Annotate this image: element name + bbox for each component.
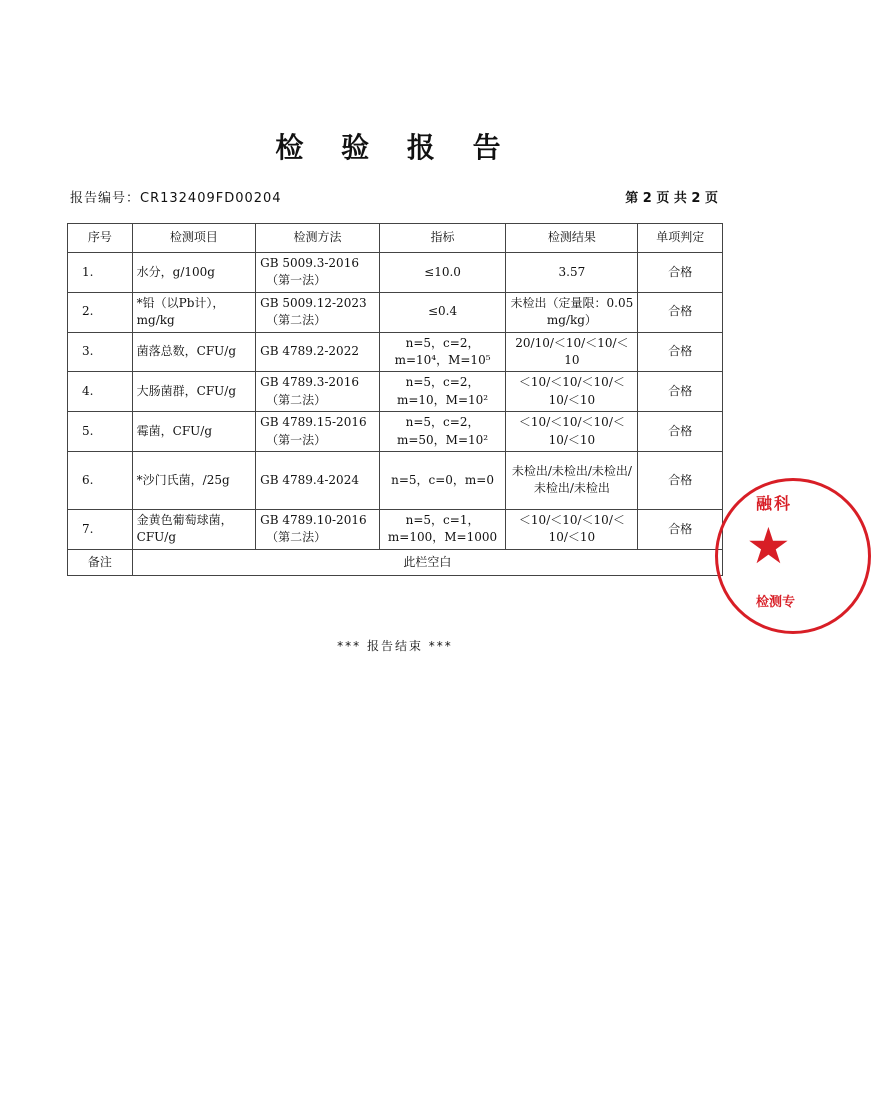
header-method: 检测方法: [256, 224, 380, 253]
table-row: [68, 372, 723, 412]
table-row: [68, 509, 723, 549]
method-code: GB 4789.3-2016: [260, 375, 359, 390]
row-item: 大肠菌群，CFU/g: [132, 372, 256, 412]
method-note: （第二法）: [266, 530, 327, 545]
row-no: 6.: [68, 451, 133, 509]
table-header-row: [68, 224, 723, 253]
report-end: *** 报告结束 ***: [337, 639, 453, 653]
row-result: ＜10/＜10/＜10/＜10/＜10: [506, 372, 638, 412]
table-row: [68, 451, 723, 509]
row-judgement: 合格: [638, 509, 723, 549]
row-index: n=5，c=2，m=50，M=10²: [379, 412, 506, 452]
row-result: ＜10/＜10/＜10/＜10/＜10: [506, 412, 638, 452]
report-title: 检 验 报 告: [275, 131, 515, 164]
row-no: 3.: [68, 332, 133, 372]
table-row: [68, 332, 723, 372]
star-icon: ★: [746, 517, 791, 575]
remark-label: 备注: [68, 549, 133, 575]
row-index: n=5，c=1，m=100，M=1000: [379, 509, 506, 549]
header-no: 序号: [68, 224, 133, 253]
row-result: ＜10/＜10/＜10/＜10/＜10: [506, 509, 638, 549]
row-item: 水分，g/100g: [132, 253, 256, 293]
row-no: 2.: [68, 292, 133, 332]
row-judgement: 合格: [638, 332, 723, 372]
row-result: 3.57: [506, 253, 638, 293]
row-result: 未检出/未检出/未检出/未检出/未检出: [506, 451, 638, 509]
row-index: n=5，c=0，m=0: [379, 451, 506, 509]
table-row: [68, 292, 723, 332]
red-seal-stamp: [715, 478, 871, 634]
row-method: [256, 292, 380, 332]
method-code: GB 4789.2-2022: [260, 344, 359, 359]
header-index: 指标: [379, 224, 506, 253]
row-item: 菌落总数，CFU/g: [132, 332, 256, 372]
row-judgement: 合格: [638, 451, 723, 509]
seal-top-text: 融科: [756, 494, 793, 513]
row-item: *沙门氏菌，/25g: [132, 451, 256, 509]
row-index: ≤10.0: [379, 253, 506, 293]
row-judgement: 合格: [638, 253, 723, 293]
row-judgement: 合格: [638, 412, 723, 452]
row-method: [256, 253, 380, 293]
row-no: 1.: [68, 253, 133, 293]
header-judgement: 单项判定: [638, 224, 723, 253]
header-result: 检测结果: [506, 224, 638, 253]
remark-value: 此栏空白: [132, 549, 722, 575]
seal-bottom-text: 检测专: [756, 595, 796, 610]
method-code: GB 5009.12-2023: [260, 295, 367, 310]
row-judgement: 合格: [638, 292, 723, 332]
report-number: 报告编号：CR132409FD00204: [70, 191, 282, 206]
row-method: [256, 509, 380, 549]
remark-row: [68, 549, 723, 575]
row-method: [256, 332, 380, 372]
row-judgement: 合格: [638, 372, 723, 412]
method-code: GB 5009.3-2016: [260, 256, 359, 270]
method-note: （第二法）: [266, 313, 327, 328]
row-result: 未检出（定量限：0.05 mg/kg）: [506, 292, 638, 332]
row-item: 霉菌，CFU/g: [132, 412, 256, 452]
row-index: ≤0.4: [379, 292, 506, 332]
row-item: 金黄色葡萄球菌，CFU/g: [132, 509, 256, 549]
inspection-table: [67, 223, 723, 576]
row-result: 20/10/＜10/＜10/＜10: [506, 332, 638, 372]
method-code: GB 4789.4-2024: [260, 472, 359, 487]
table-row: [68, 253, 723, 293]
row-index: n=5，c=2，m=10⁴，M=10⁵: [379, 332, 506, 372]
row-method: [256, 451, 380, 509]
row-item: *铅（以Pb计），mg/kg: [132, 292, 256, 332]
page-info: 第 2 页 共 2 页: [625, 191, 718, 206]
table-row: [68, 412, 723, 452]
method-note: （第二法）: [266, 392, 327, 407]
row-index: n=5，c=2，m=10，M=10²: [379, 372, 506, 412]
row-method: [256, 412, 380, 452]
method-note: （第一法）: [266, 432, 327, 447]
method-code: GB 4789.10-2016: [260, 513, 367, 528]
row-no: 4.: [68, 372, 133, 412]
method-code: GB 4789.15-2016: [260, 415, 367, 430]
header-item: 检测项目: [132, 224, 256, 253]
row-no: 7.: [68, 509, 133, 549]
row-no: 5.: [68, 412, 133, 452]
method-note: （第一法）: [266, 273, 327, 288]
row-method: [256, 372, 380, 412]
